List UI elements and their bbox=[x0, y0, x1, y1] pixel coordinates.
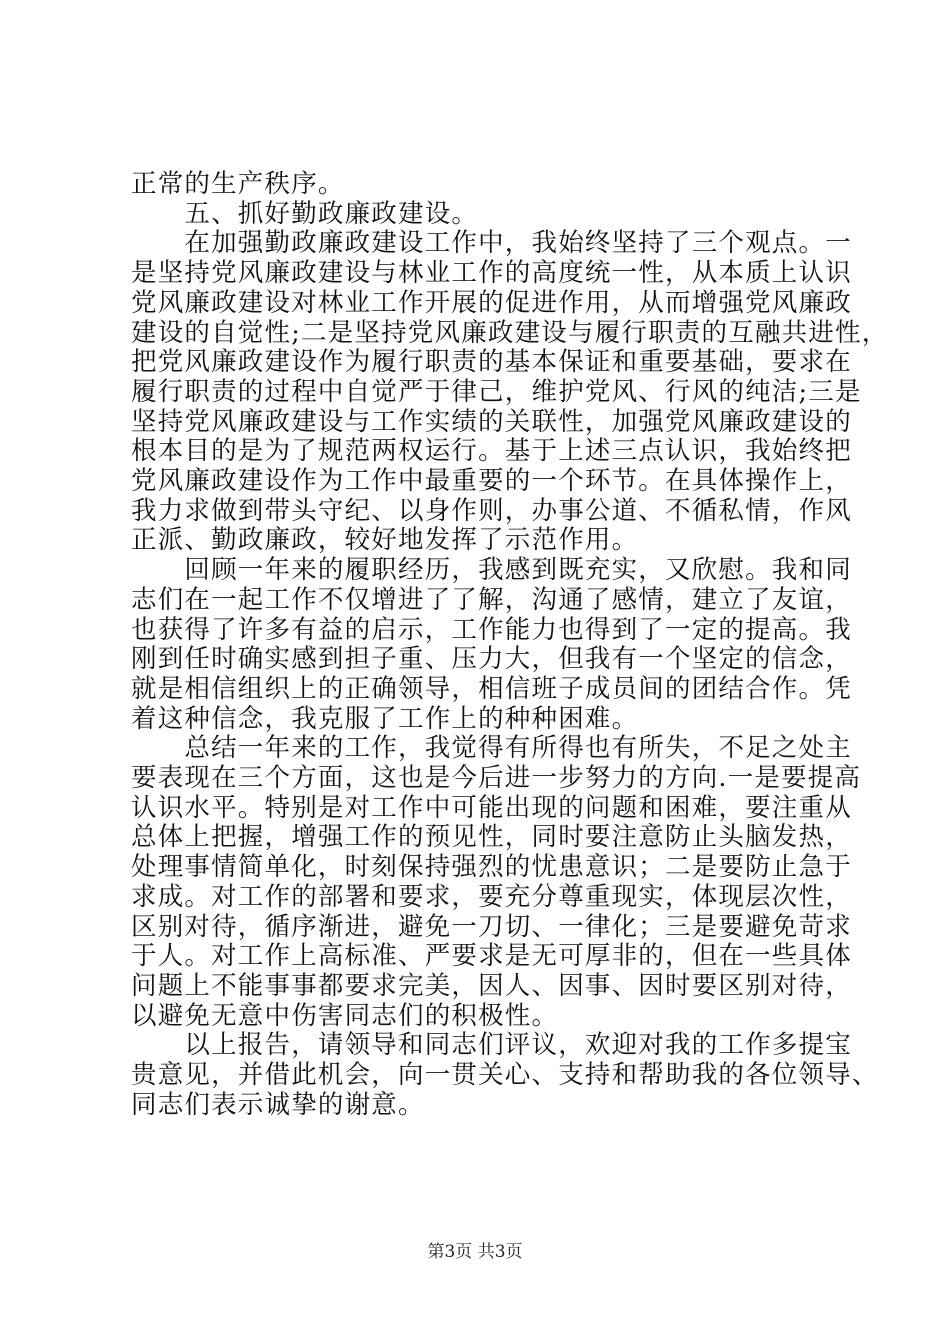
text-line: 正派、勤政廉政，较好地发挥了示范作用。 bbox=[131, 525, 639, 556]
text-line: 着这种信念，我克服了工作上的种种困难。 bbox=[131, 703, 639, 734]
text-line: 建设的自觉性;二是坚持党风廉政建设与履行职责的互融共进性， bbox=[131, 317, 889, 348]
text-line: 就是相信组织上的正确领导，相信班子成员间的团结合作。凭 bbox=[131, 673, 852, 704]
text-line: 根本目的是为了规范两权运行。基于上述三点认识，我始终把 bbox=[131, 436, 852, 467]
text-line: 回顾一年来的履职经历，我感到既充实，又欣慰。我和同 bbox=[131, 555, 852, 586]
text-line: 我力求做到带头守纪、以身作则，办事公道、不循私情，作风 bbox=[131, 495, 852, 526]
text-line: 求成。对工作的部署和要求，要充分尊重现实，体现层次性， bbox=[131, 881, 852, 912]
text-line: 处理事情简单化，时刻保持强烈的忧患意识；二是要防止急于 bbox=[131, 852, 852, 883]
document-body bbox=[131, 169, 889, 1121]
text-line: 党风廉政建设对林业工作开展的促进作用，从而增强党风廉政 bbox=[131, 287, 852, 318]
text-line: 党风廉政建设作为工作中最重要的一个环节。在具体操作上， bbox=[131, 466, 852, 497]
text-line: 贵意见，并借此机会，向一贯关心、支持和帮助我的各位领导、 bbox=[131, 1060, 879, 1091]
text-line: 把党风廉政建设作为履行职责的基本保证和重要基础，要求在 bbox=[131, 347, 852, 378]
text-line: 正常的生产秩序。 bbox=[131, 169, 345, 199]
text-line: 也获得了许多有益的启示，工作能力也得到了一定的提高。我 bbox=[131, 614, 852, 645]
text-line: 总体上把握，增强工作的预见性，同时要注意防止头脑发热， bbox=[131, 822, 852, 853]
text-line: 以上报告，请领导和同志们评议，欢迎对我的工作多提宝 bbox=[131, 1030, 852, 1061]
section-heading: 五、抓好勤政廉政建设。 bbox=[131, 198, 479, 229]
text-line: 志们在一起工作不仅增进了了解，沟通了感情，建立了友谊， bbox=[131, 584, 852, 615]
text-line: 总结一年来的工作，我觉得有所得也有所失，不足之处主 bbox=[131, 733, 852, 764]
text-line: 刚到任时确实感到担子重、压力大，但我有一个坚定的信念， bbox=[131, 644, 852, 675]
text-line: 区别对待，循序渐进，避免一刀切、一律化；三是要避免苛求 bbox=[131, 911, 852, 942]
text-line: 履行职责的过程中自觉严于律己，维护党风、行风的纯洁;三是 bbox=[131, 376, 862, 407]
text-line: 同志们表示诚挚的谢意。 bbox=[131, 1089, 425, 1120]
text-line: 要表现在三个方面，这也是今后进一步努力的方向.一是要提高 bbox=[131, 763, 862, 794]
text-line: 在加强勤政廉政建设工作中，我始终坚持了三个观点。一 bbox=[131, 228, 852, 259]
text-line: 是坚持党风廉政建设与林业工作的高度统一性，从本质上认识 bbox=[131, 258, 852, 289]
text-line: 坚持党风廉政建设与工作实绩的关联性，加强党风廉政建设的 bbox=[131, 406, 852, 437]
page-number-footer: 第3页 共3页 bbox=[427, 1242, 523, 1262]
text-line: 认识水平。特别是对工作中可能出现的问题和困难，要注重从 bbox=[131, 792, 852, 823]
text-line: 于人。对工作上高标准、严要求是无可厚非的，但在一些具体 bbox=[131, 941, 852, 972]
text-line: 问题上不能事事都要求完美，因人、因事、因时要区别对待， bbox=[131, 970, 852, 1001]
text-line: 以避免无意中伤害同志们的积极性。 bbox=[131, 1000, 559, 1031]
